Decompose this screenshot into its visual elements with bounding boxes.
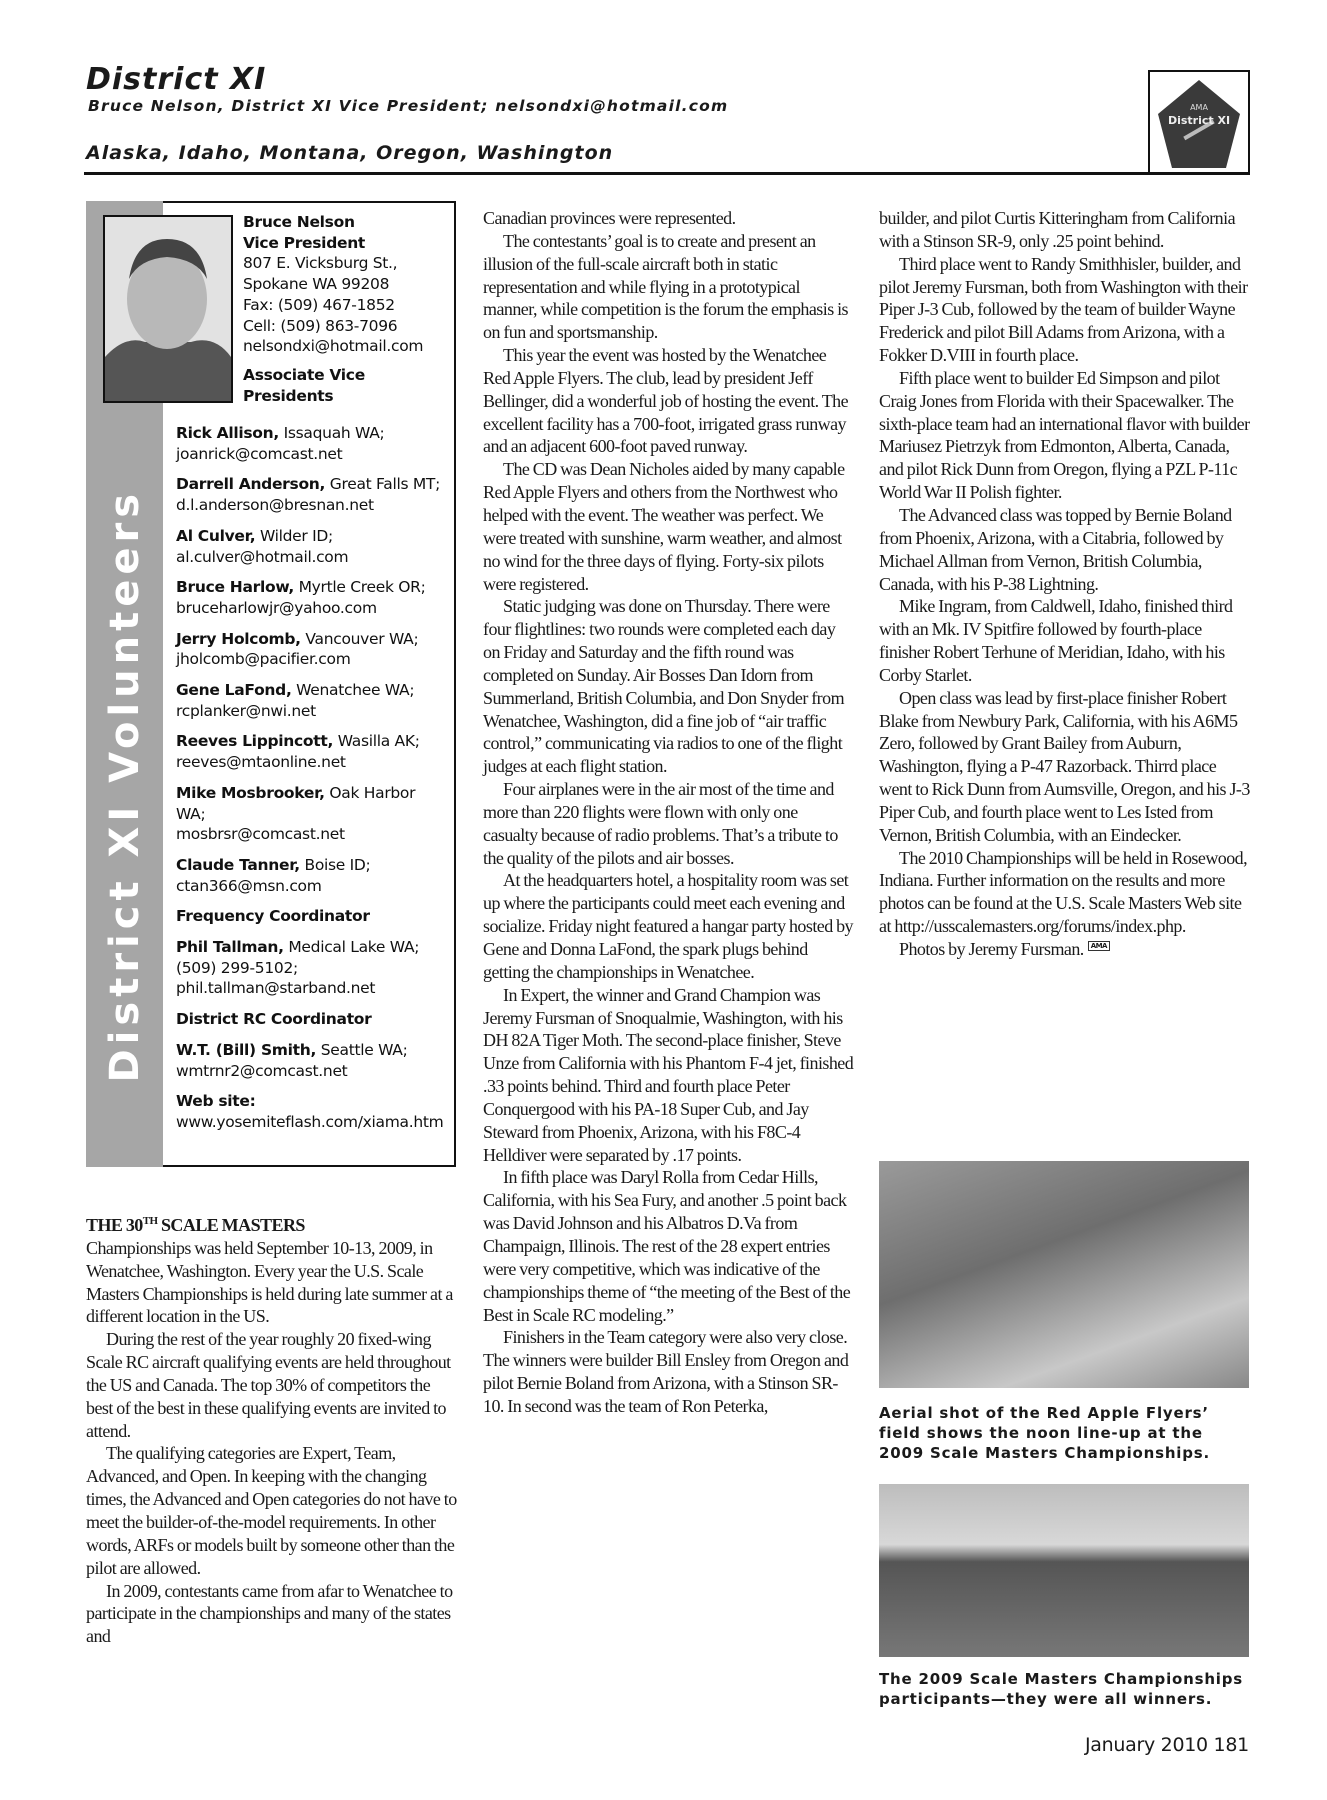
paragraph: builder, and pilot Curtis Kitteringham from California with a Stinson SR-9, only .25 point behind. (879, 208, 1236, 251)
vp-city: Spokane WA 99208 (243, 275, 390, 294)
volunteer-contact[interactable]: al.culver@hotmail.com (176, 547, 349, 566)
page-subtitle: Bruce Nelson, District XI Vice President; nelsondxi@hotmail.com (88, 97, 729, 115)
volunteer-name: Bruce Harlow, (176, 578, 294, 597)
paragraph: The CD was Dean Nicholes aided by many capable Red Apple Flyers and others from the Northwest who helped with the event. The weather was perfect. We were treated with sunshine, warm weather, and almost no wind for the three days of flying. Forty-six pilots were registered. (483, 459, 845, 594)
vp-email[interactable]: nelsondxi@hotmail.com (243, 337, 424, 356)
aerial-photo (879, 1161, 1249, 1388)
volunteer-name: Rick Allison, (176, 424, 279, 442)
paragraph: The Advanced class was topped by Bernie Boland from Phoenix, Arizona, with a Citabria, followed by Michael Allman from Vernon, British Columbia, Canada, with his P-38 Lightning. (879, 504, 1232, 594)
volunteers-sidebar (86, 201, 456, 1167)
volunteer-contact[interactable]: rcplanker@nwi.net (176, 701, 316, 720)
paragraph: The contestants’ goal is to create and present an illusion of the full-scale aircraft both in static representation and while flying in a prototypical manner, while competition is the forum the emphasis is on fun and sportsmanship. (483, 230, 848, 343)
ama-end-mark-icon: AMA (1088, 941, 1110, 951)
volunteer-contact[interactable]: bruceharlowjr@yahoo.com (176, 598, 377, 617)
volunteer-entry (176, 423, 448, 464)
volunteer-contact[interactable]: wmtrnr2@comcast.net (176, 1061, 348, 1080)
article-column-2 (483, 207, 855, 1418)
volunteer-location: Wasilla AK; (333, 732, 420, 751)
volunteer-name: W.T. (Bill) Smith, (176, 1040, 317, 1059)
volunteer-entry (176, 680, 448, 721)
volunteer-entry (176, 937, 448, 999)
aerial-caption: Aerial shot of the Red Apple Flyers’ field shows the noon line-up at the 2009 Scale Masters Championships. (879, 1404, 1211, 1462)
article-heading: THE 30TH SCALE MASTERS (86, 1215, 305, 1235)
group-photo (879, 1484, 1249, 1657)
volunteer-name: Reeves Lippincott, (176, 732, 334, 751)
vp-name: Bruce Nelson (243, 213, 355, 231)
volunteer-location: Medical Lake WA; (283, 938, 420, 957)
person-photo-icon (105, 217, 231, 401)
volunteer-entry (176, 1040, 448, 1081)
portrait-photo (103, 215, 233, 403)
paragraph: In 2009, contestants came from afar to Wenatchee to participate in the championships and many of the states and (86, 1580, 453, 1647)
volunteer-name: Al Culver, (176, 526, 256, 545)
volunteer-location: Great Falls MT; (325, 475, 441, 494)
vp-address: 807 E. Vicksburg St., (243, 254, 398, 273)
district-logo (1148, 70, 1250, 175)
volunteer-name: Jerry Holcomb, (176, 629, 301, 648)
volunteer-contact[interactable]: reeves@mtaonline.net (176, 753, 346, 772)
volunteer-location: Vancouver WA; (300, 629, 419, 648)
header-rule (84, 172, 1250, 175)
volunteer-location: Wilder ID; (255, 526, 333, 545)
svg-text:AMA: AMA (1190, 102, 1208, 112)
district-states: Alaska, Idaho, Montana, Oregon, Washington (86, 142, 614, 164)
paragraph: The 2010 Championships will be held in Rosewood, Indiana. Further information on the results and more photos can be found at the U.S. Scale Masters Web site at http://usscalemasters.org/forums/index.php. (879, 847, 1248, 937)
paragraph: In Expert, the winner and Grand Champion was Jeremy Fursman of Snoqualmie, Washington, with his DH 82A Tiger Moth. The second-place finisher, Steve Unze from California with his Phantom F-4 jet, finished .33 points behind. Third and fourth place Peter Conquergood with his PA-18 Super Cub, and Jay Steward from Phoenix, Arizona, with his F8C-4 Helldiver were separated by .17 points. (483, 984, 854, 1165)
frequency-heading: Frequency Coordinator (176, 907, 370, 926)
sidebar-vertical-label: District XI Volunteers (101, 489, 148, 1083)
svg-text:District XI: District XI (1167, 113, 1231, 127)
volunteer-contact[interactable]: ctan366@msn.com (176, 876, 322, 895)
volunteer-contact[interactable]: mosbrsr@comcast.net (176, 825, 345, 844)
volunteer-name: Claude Tanner, (176, 855, 300, 874)
volunteer-entry (176, 855, 448, 896)
volunteer-location: Oak Harbor WA; (176, 783, 416, 823)
paragraph: At the headquarters hotel, a hospitality room was set up where the participants could meet each evening and socialize. Friday night featured a hangar party hosted by Gene and Donna LaFond, the spark plugs behind getting the championships in Wenatchee. (483, 870, 854, 982)
paragraph: In fifth place was Daryl Rolla from Cedar Hills, California, with his Sea Fury, and another .5 point back was David Johnson and his Albatros D.Va from Champaign, Illinois. The rest of the 28 expert entries were very competitive, which was indicative of the championships theme of “the meeting of the Best of the Best in Scale RC modeling.” (483, 1167, 851, 1325)
volunteer-entry (176, 526, 448, 567)
paragraph: Photos by Jeremy Fursman. $^{AMA}$ (879, 938, 1251, 961)
volunteer-name: Gene LaFond, (176, 681, 292, 700)
volunteer-entry (176, 731, 448, 772)
paragraph: Four airplanes were in the air most of the time and more than 220 flights were flown with only one casualty because of radio problems. That’s a tribute to the quality of the pilots and air bosses. (483, 779, 838, 868)
article-column-3 (879, 207, 1251, 961)
volunteer-entry (176, 474, 448, 515)
rc-heading: District RC Coordinator (176, 1010, 372, 1029)
volunteer-entry (176, 577, 448, 618)
page-title: District XI (86, 62, 267, 97)
volunteer-contact[interactable]: phil.tallman@starband.net (176, 979, 376, 998)
web-site: Web site: www.yosemiteflash.com/xiama.htm (176, 1092, 444, 1131)
volunteer-location: Issaquah WA; (278, 424, 385, 442)
assoc-heading: Associate Vice Presidents (243, 365, 365, 405)
vp-cell: Cell: (509) 863-7096 (243, 316, 398, 335)
volunteer-contact[interactable]: d.l.anderson@bresnan.net (176, 496, 374, 515)
district-logo-icon (1154, 76, 1244, 172)
volunteer-name: Phil Tallman, (176, 938, 284, 957)
paragraph: Fifth place went to builder Ed Simpson and pilot Craig Jones from Florida with their Spacewalker. The sixth-place team had an international flavor with builder Mariusez Pietrzyk from Edmonton, Alberta, Canada, and pilot Rick Dunn from Oregon, flying a PZL P-11c World War II Polish fighter. (879, 367, 1250, 503)
vp-fax: Fax: (509) 467-1852 (243, 295, 395, 314)
web-link[interactable]: www.yosemiteflash.com/xiama.htm (176, 1112, 444, 1131)
volunteer-phone: (509) 299-5102; (176, 958, 298, 977)
volunteer-entry (176, 629, 448, 670)
paragraph: Mike Ingram, from Caldwell, Idaho, finished third with an Mk. IV Spitfire followed by fourth-place finisher Robert Terhune of Meridian, Idaho, with his Corby Starlet. (879, 596, 1233, 685)
paragraph: Static judging was done on Thursday. There were four flightlines: two rounds were completed each day on Friday and Saturday and the fifth round was completed on Sunday. Air Bosses Dan Idorn from Summerland, British Columbia, and Don Snyder from Wenatchee, Washington, did a fine job of “air traffic control,” communicating via radios to one of the flight judges at each flight station. (483, 596, 845, 777)
volunteer-list (176, 423, 448, 1133)
page-footer: January 2010 181 (1085, 1734, 1249, 1756)
volunteer-location: Seattle WA; (316, 1040, 408, 1059)
paragraph: Open class was lead by first-place finisher Robert Blake from Newbury Park, California, with his A6M5 Zero, followed by Grant Bailey from Auburn, Washington, flying a P-47 Razorback. Thirrd place went to Rick Dunn from Aumsville, Oregon, and his J-3 Piper Cub, and fourth place went to Les Isted from Vernon, British Columbia, with an Eindecker. (879, 687, 1250, 845)
volunteer-contact[interactable]: joanrick@comcast.net (176, 444, 343, 463)
volunteer-entry (176, 783, 448, 845)
lead-paragraph (86, 1210, 458, 1237)
paragraph: Championships was held September 10-13, 2009, in Wenatchee, Washington. Every year the U.S. Scale Masters Championships is held during late summer at a different location in the US. (86, 1237, 453, 1327)
paragraph: During the rest of the year roughly 20 fixed-wing Scale RC aircraft qualifying events are held throughout the US and Canada. The top 30% of competitors the best of the best in these qualifying events are invited to attend. (86, 1329, 451, 1441)
volunteer-name: Mike Mosbrooker, (176, 783, 325, 802)
paragraph: This year the event was hosted by the Wenatchee Red Apple Flyers. The club, lead by president Jeff Bellinger, did a wonderful job of hosting the event. The excellent facility has a 700-foot, irrigated grass runway and an adjacent 600-foot paved runway. (483, 345, 849, 457)
group-caption: The 2009 Scale Masters Championships participants—they were all winners. (879, 1670, 1244, 1708)
vp-title: Vice President (243, 233, 366, 252)
paragraph: Finishers in the Team category were also very close. The winners were builder Bill Ensley from Oregon and pilot Bernie Boland from Arizona, with a Stinson SR-10. In second was the team of Ron Peterka, (483, 1327, 849, 1416)
volunteer-name: Darrell Anderson, (176, 475, 326, 494)
volunteer-contact[interactable]: jholcomb@pacifier.com (176, 650, 351, 669)
article-column-1 (86, 1210, 458, 1648)
paragraph: Canadian provinces were represented. (483, 208, 736, 228)
volunteer-location: Wenatchee WA; (291, 681, 415, 700)
paragraph: Third place went to Randy Smithhisler, builder, and pilot Jeremy Fursman, both from Washington with their Piper J-3 Cub, followed by the team of builder Wayne Frederick and pilot Bill Adams from Arizona, with a Fokker D.VIII in fourth place. (879, 253, 1248, 366)
paragraph: The qualifying categories are Expert, Team, Advanced, and Open. In keeping with the changing times, the Advanced and Open categories do not have to meet the builder-of-the-model requirements. In other words, ARFs or models built by someone other than the pilot are allowed. (86, 1443, 457, 1578)
volunteer-location: Myrtle Creek OR; (293, 578, 426, 597)
volunteer-location: Boise ID; (299, 855, 371, 874)
